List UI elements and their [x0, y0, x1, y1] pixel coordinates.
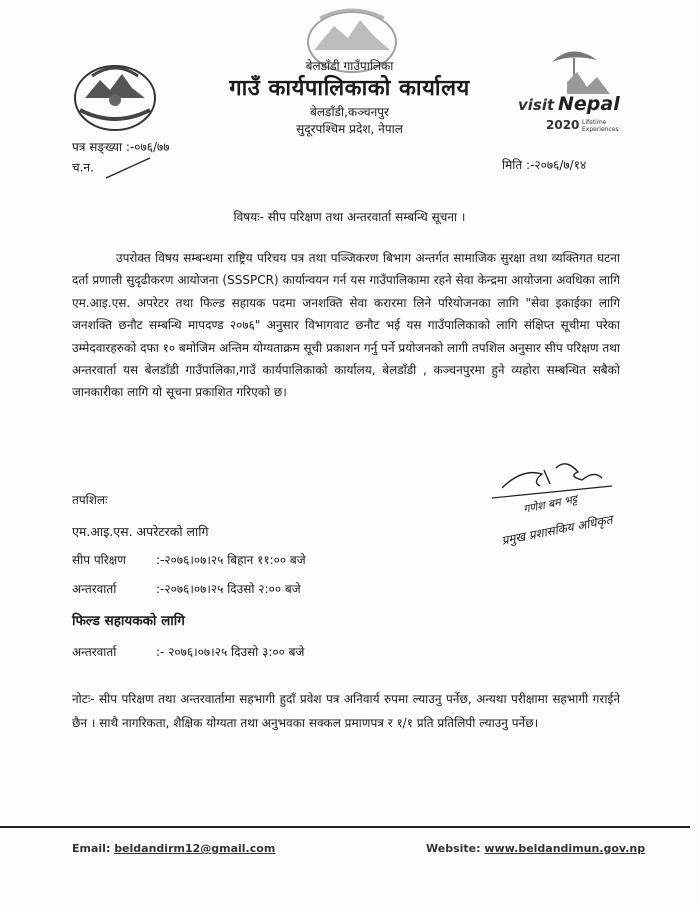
field-interview-datetime: :- २०७६।०७।२५ दिउसो ३:०० बजे: [156, 645, 305, 659]
schedule-heading: तपशिलः: [72, 493, 108, 507]
address-line-1: बेलडाँडी,कञ्चनपुर: [310, 105, 389, 119]
svg-text:Nepal: Nepal: [558, 93, 620, 115]
website-label: Website:: [426, 842, 481, 855]
svg-text:Experiences: Experiences: [582, 126, 619, 133]
svg-text:2020: 2020: [546, 118, 580, 132]
field-interview-label: अन्तरवार्ता: [72, 645, 117, 659]
email-link[interactable]: beldandirm12@gmail.com: [114, 842, 276, 855]
mis-operator-heading: एम.आइ.एस. अपरेटरको लागि: [72, 524, 209, 539]
body-text: उपरोक्त विषय सम्बन्धमा राष्ट्रिय परिचय पत्र तथा पञ्जिकरण बिभाग अन्तर्गत सामाजिक सुरक्षा तथा व्यक्तिगत घटना दर्ता प्रणाली सुदृढीकरण आयोजना (SSSPCR) कार्यान्वयन गर्न यस गाउँपालिकामा रहने सेवा केन्द्रमा आयोजना अवधिका लागि एम.आइ.एस. अपरेटर तथा फिल्ड सहायक पदमा जनशक्ति सेवा करारमा लिने परियोजनका लागि "सेवा इकाईका लागि जनशक्ति छनौट सम्बन्धि मापदण्ड २०७६" अनुसार विभागवाट छनौट भई यस गाउँपालिकाको लागि संक्षिप्त सूचीमा परेका उम्मेदवारहरुको दफा १० बमोजिम अन्तिम योग्यताक्रम सूची प्रकाशन गर्नु पर्ने प्रयोजनको लागी तपशिल अनुसार सीप परिक्षण तथा अन्तरवार्ता यस बेलडाँडी गाउँपालिका,गाउँ कार्यपालिकाको कार्यालय, बेलडाँडी , कञ्चनपुरमा हुने व्यहोरा सम्बन्धित सबैको जानकारीका लागि यो सूचना प्रकाशित गरिएको छ।: [72, 251, 620, 400]
skill-test-row: [72, 551, 306, 568]
address-line-2: सुदूरपश्चिम प्रदेश, नेपाल: [296, 122, 403, 136]
municipality-name: बेलडाँडी गाउँपालिका: [305, 59, 394, 73]
interview-datetime: :-२०७६।०७।२५ दिउसो २:०० बजे: [156, 582, 301, 596]
dispatch-stroke-mark: [104, 156, 156, 180]
field-interview-row: [72, 643, 304, 660]
email-label: Email:: [72, 842, 111, 855]
field-assistant-heading: फिल्ड सहायकको लागि: [72, 613, 185, 629]
interview-row: [72, 580, 301, 597]
website-link[interactable]: www.beldandimun.gov.np: [484, 842, 646, 855]
signatory-designation: प्रमुख प्रशासकिय अधिकृत: [500, 512, 614, 548]
reference-number: पत्र सङ्ख्या :-०७६/७७: [72, 140, 170, 154]
skill-test-datetime: :-२०७६।०७।२५ बिहान ११:०० बजे: [156, 553, 306, 567]
dispatch-number: [72, 156, 156, 180]
dispatch-number-label: च.न.: [72, 160, 94, 175]
subject-line: विषयः- सीप परिक्षण तथा अन्तरवार्ता सम्बन्धि सूचना ।: [233, 210, 466, 224]
signatory-name: गणेश बम भट्ट: [522, 492, 579, 516]
letter-date: मिति :-२०७६/७/१४: [502, 158, 587, 172]
footer-website: [426, 842, 645, 855]
footer-email: [72, 842, 275, 855]
interview-label: अन्तरवार्ता: [72, 582, 117, 596]
skill-test-label: सीप परिक्षण: [72, 553, 126, 567]
footer-divider: [0, 826, 690, 828]
svg-text:visit: visit: [518, 96, 555, 114]
signature-block: [482, 448, 662, 558]
note-paragraph: नोटः- सीप परिक्षण तथा अन्तरवार्तामा सहभागी हुदाँ प्रवेश पत्र अनिवार्य रुपमा ल्याउनु पर्नेछ, अन्यथा परीक्षामा सहभागी गराईने छैन । साथै नागरिकता, शैक्षिक योग्यता तथा अनुभवका सक्कल प्रमाणपत्र र १/१ प्रति प्रतिलिपी ल्याउनु पर्नेछ।: [72, 692, 620, 730]
office-title: गाउँ कार्यपालिकाको कार्यालय: [229, 76, 470, 101]
svg-text:Lifetime: Lifetime: [582, 119, 607, 126]
body-paragraph: [72, 247, 620, 404]
